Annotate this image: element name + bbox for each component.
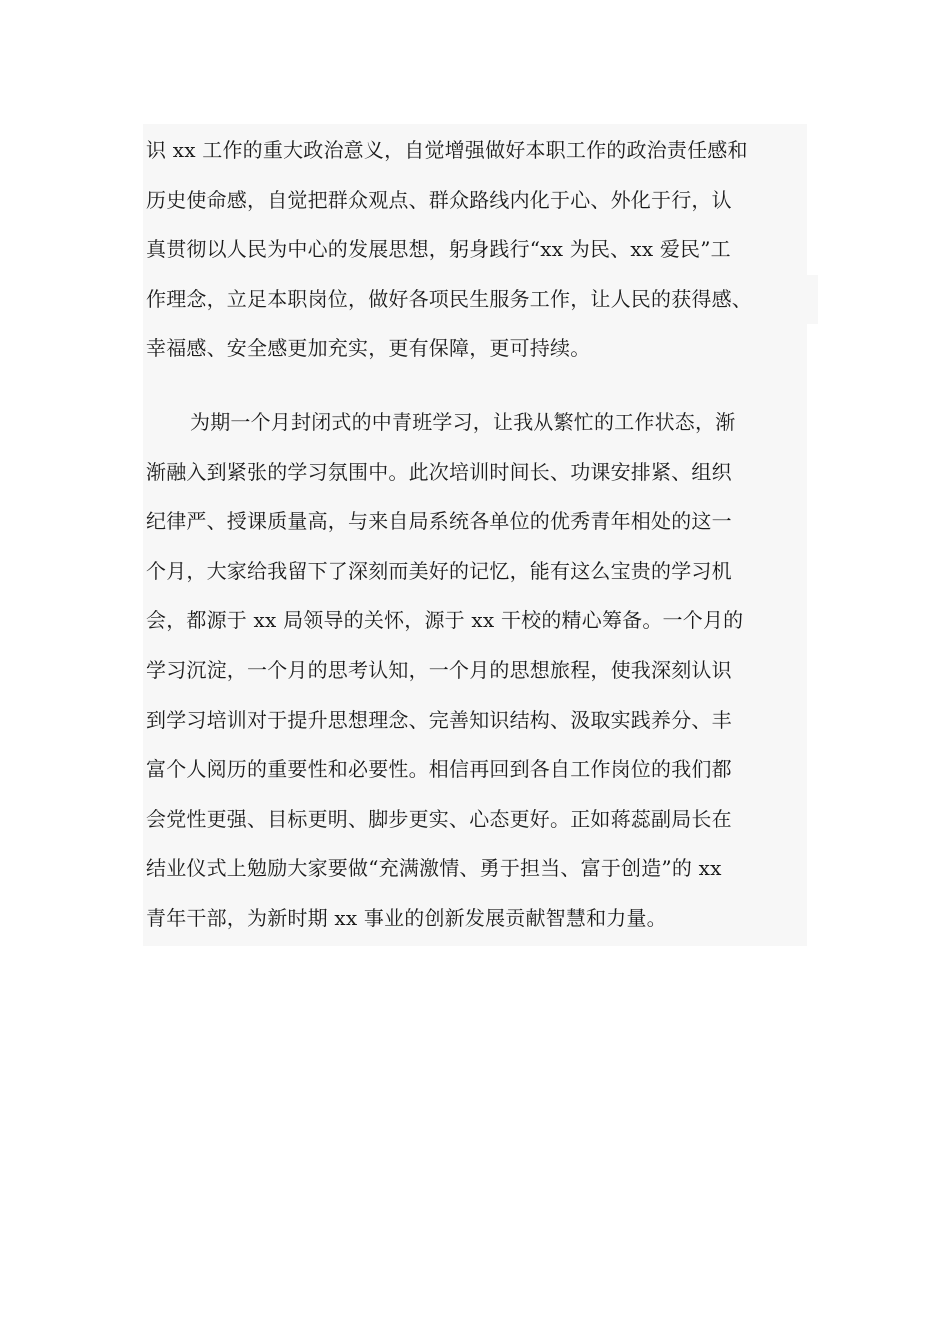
text-line: 幸福感、安全感更加充实，更有保障，更可持续。	[146, 336, 591, 361]
text-line: 历史使命感，自觉把群众观点、群众路线内化于心、外化于行，认	[146, 187, 732, 212]
text-line: 纪律严、授课质量高，与来自局系统各单位的优秀青年相处的这一	[146, 509, 732, 534]
text-line: 识 xx 工作的重大政治意义，自觉增强做好本职工作的政治责任感和	[146, 138, 748, 162]
text-line: 真贯彻以人民为中心的发展思想，躬身践行“xx 为民、xx 爱民”工	[146, 237, 731, 262]
text-line: 结业仪式上勉励大家要做“充满激情、勇于担当、富于创造”的 xx	[146, 856, 722, 881]
paragraph-1	[143, 126, 807, 374]
text-line: 渐融入到紧张的学习氛围中。此次培训时间长、功课安排紧、组织	[146, 459, 732, 484]
text-line: 会，都源于 xx 局领导的关怀，源于 xx 干校的精心筹备。一个月的	[146, 608, 744, 633]
text-line: 为期一个月封闭式的中青班学习，让我从繁忙的工作状态，渐	[190, 409, 736, 434]
text-line: 学习沉淀，一个月的思考认知，一个月的思想旅程，使我深刻认识	[146, 657, 732, 682]
text-line: 个月，大家给我留下了深刻而美好的记忆，能有这么宝贵的学习机	[146, 558, 732, 583]
text-line: 青年干部，为新时期 xx 事业的创新发展贡献智慧和力量。	[146, 905, 667, 930]
paragraph-spacer	[143, 374, 807, 398]
body-text	[143, 124, 807, 946]
text-line: 作理念，立足本职岗位，做好各项民生服务工作，让人民的获得感、	[143, 275, 818, 325]
paragraph-2	[143, 398, 807, 944]
text-line: 会党性更强、目标更明、脚步更实、心态更好。正如蒋蕊副局长在	[146, 806, 732, 831]
text-line: 富个人阅历的重要性和必要性。相信再回到各自工作岗位的我们都	[146, 757, 732, 782]
text-line: 到学习培训对于提升思想理念、完善知识结构、汲取实践养分、丰	[146, 707, 732, 732]
